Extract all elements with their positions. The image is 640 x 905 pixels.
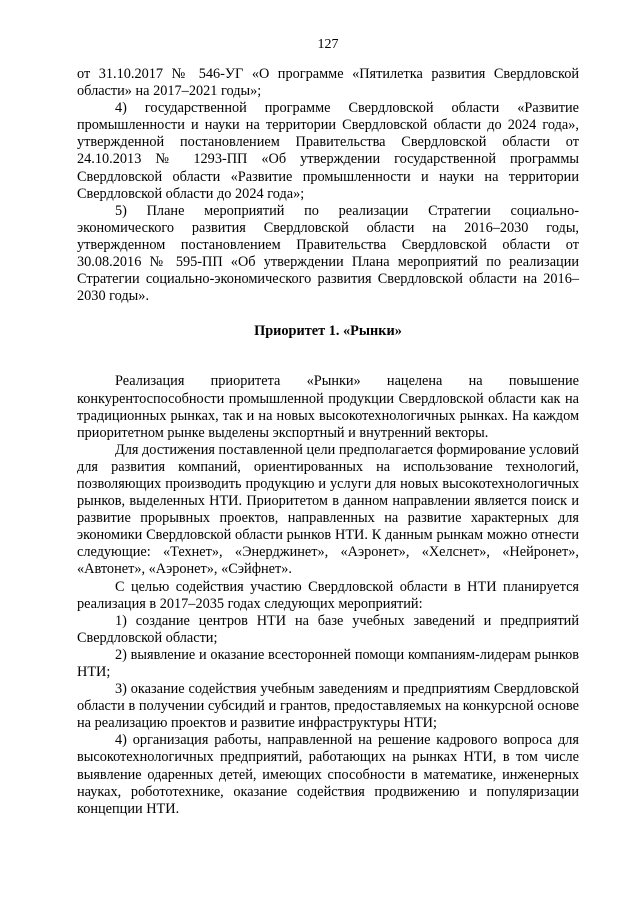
intro-paragraph-3: 5) Плане мероприятий по реализации Стратегии социально-экономического развития Свердловской области на 2016–2030 годы, утвержденном постановлением Правительства Свердловской области от 30.08.2016 № 595-ПП «Об утверждении Плана мероприятий по реализации Стратегии социально-экономического развития Свердловской области на 2016–2030 годы». [77, 202, 579, 305]
section-heading: Приоритет 1. «Рынки» [254, 323, 402, 340]
list-item: 2) выявление и оказание всесторонней помощи компаниям-лидерам рынков НТИ; [77, 646, 579, 680]
list-item: 3) оказание содействия учебным заведениям и предприятиям Свердловской области в получении субсидий и грантов, предоставляемых на конкурсной основе на реализацию проектов и развитие инфраструктуры НТИ; [77, 681, 579, 732]
page-number: 127 [317, 37, 339, 52]
document-page [77, 36, 579, 818]
body-paragraph: С целью содействия участию Свердловской области в НТИ планируется реализация в 2017–2035 годах следующих мероприятий: [77, 578, 579, 612]
body-paragraph: Реализация приоритета «Рынки» нацелена на повышение конкурентоспособности промышленной продукции Свердловской области как на традиционных рынках, так и на новых высокотехнологичных рынках. На каждом приоритетном рынке выделены экспортный и внутренний векторы. [77, 373, 579, 441]
body-paragraph: Для достижения поставленной цели предполагается формирование условий для развития компаний, ориентированных на использование технологий, позволяющих производить продукцию и услуги для новых высокотехнологичных рынков, выделенных НТИ. Приоритетом в данном направлении является поиск и развитие прорывных проектов, направленных на развитие характерных для экономики Свердловской области рынков НТИ. К данным рынкам можно отнести следующие: «Технет», «Энерджинет», «Аэронет», «Хелснет», «Нейронет», «Автонет», «Аэронет», «Сэйфнет». [77, 441, 579, 578]
list-item: 4) организация работы, направленной на решение кадрового вопроса для высокотехнологичных предприятий, работающих на рынках НТИ, в том числе выявление одаренных детей, имеющих способности в математике, инженерных науках, робототехнике, оказание содействия продвижению и популяризации концепции НТИ. [77, 732, 579, 817]
intro-paragraph-1: от 31.10.2017 № 546-УГ «О программе «Пятилетка развития Свердловской области» на 2017–2021 годы»; [77, 66, 579, 100]
list-item: 1) создание центров НТИ на базе учебных заведений и предприятий Свердловской области; [77, 612, 579, 646]
intro-paragraph-2: 4) государственной программе Свердловской области «Развитие промышленности и науки на территории Свердловской области до 2024 года», утвержденной постановлением Правительства Свердловской области от 24.10.2013 № 1293-ПП «Об утверждении государственной программы Свердловской области «Развитие промышленности и науки на территории Свердловской области до 2024 года»; [77, 100, 579, 202]
